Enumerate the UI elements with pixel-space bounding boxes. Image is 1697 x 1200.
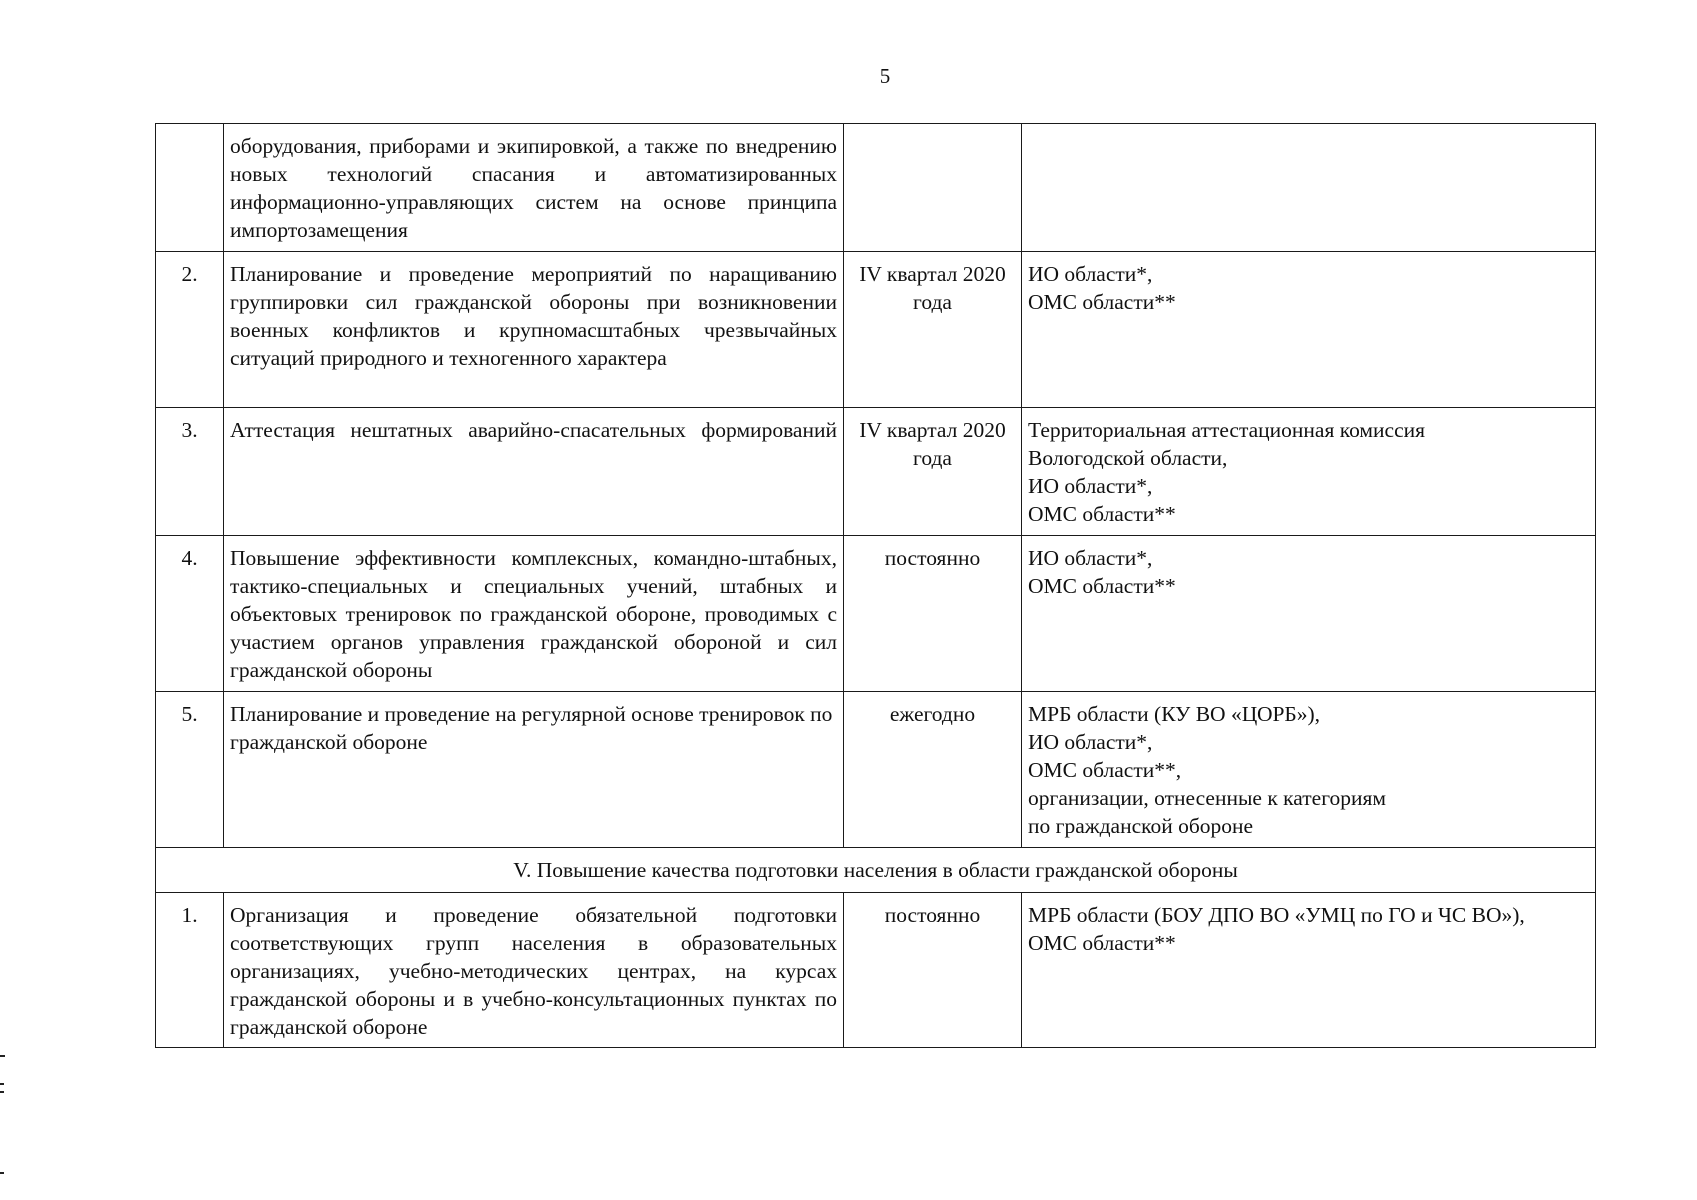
section-heading: V. Повышение качества подготовки населения в области гражданской обороны [156,848,1596,893]
responsible-parties [1022,536,1596,692]
scan-mark [0,1055,5,1057]
responsible-line: Вологодской области, [1028,446,1228,470]
section-row [156,848,1596,893]
table-row [156,692,1596,848]
responsible-line: ОМС области**, [1028,758,1182,782]
activity-description: Планирование и проведение мероприятий по наращиванию группировки сил гражданской обороны при возникновении военных конфликтов и крупномасштабных чрезвычайных ситуаций природного и техногенного характера [224,252,844,408]
deadline: постоянно [844,536,1022,692]
responsible-line: ИО области*, [1028,262,1153,286]
deadline: ежегодно [844,692,1022,848]
table-row [156,536,1596,692]
responsible-parties [1022,893,1596,1048]
responsible-parties [1022,408,1596,536]
responsible-parties [1022,124,1596,252]
activity-description: Повышение эффективности комплексных, командно-штабных, тактико-специальных и специальных учений, штабных и объектовых тренировок по гражданской обороне, проводимых с участием органов управления гражданской обороной и сил гражданской обороны [224,536,844,692]
responsible-line: МРБ области (КУ ВО «ЦОРБ»), [1028,702,1321,726]
deadline: постоянно [844,893,1022,1048]
item-number [156,124,224,252]
responsible-line: ОМС области** [1028,502,1176,526]
activity-description: Организация и проведение обязательной подготовки соответствующих групп населения в образовательных организациях, учебно-методических центрах, на курсах гражданской обороны и в учебно-консультационных пунктах по гражданской обороне [224,893,844,1048]
action-plan-table [155,123,1596,1048]
responsible-line: ИО области*, [1028,474,1153,498]
activity-description: оборудования, приборами и экипировкой, а также по внедрению новых технологий спасания и автоматизированных информационно-управляющих систем на основе принципа импортозамещения [224,124,844,252]
responsible-parties [1022,692,1596,848]
table-row [156,408,1596,536]
responsible-line: ОМС области** [1028,290,1176,314]
item-number: 1. [156,893,224,1048]
item-number: 3. [156,408,224,536]
item-number: 2. [156,252,224,408]
table-row [156,124,1596,252]
responsible-line: МРБ области (БОУ ДПО ВО «УМЦ по ГО и ЧС ВО»), [1028,903,1525,927]
responsible-line: ИО области*, [1028,730,1153,754]
deadline [844,124,1022,252]
responsible-line: организации, отнесенные к категориям [1028,786,1386,810]
item-number: 5. [156,692,224,848]
responsible-line: ОМС области** [1028,574,1176,598]
activity-description [224,408,844,536]
responsible-parties [1022,252,1596,408]
responsible-line: по гражданской обороне [1028,814,1254,838]
deadline: IV квартал 2020 года [844,408,1022,536]
scan-mark [0,1083,4,1085]
deadline: IV квартал 2020 года [844,252,1022,408]
table-row [156,252,1596,408]
responsible-line: Территориальная аттестационная комиссия [1028,418,1426,442]
activity-description: Планирование и проведение на регулярной основе тренировок по гражданской обороне [224,692,844,848]
scan-mark [0,1172,4,1174]
item-number: 4. [156,536,224,692]
page-number: 5 [879,64,891,88]
scan-mark [0,1091,4,1093]
responsible-line: ОМС области** [1028,931,1176,955]
activity-description-text: Аттестация нештатных аварийно-спасательных формирований [230,418,837,442]
table-row [156,893,1596,1048]
responsible-line: ИО области*, [1028,546,1153,570]
